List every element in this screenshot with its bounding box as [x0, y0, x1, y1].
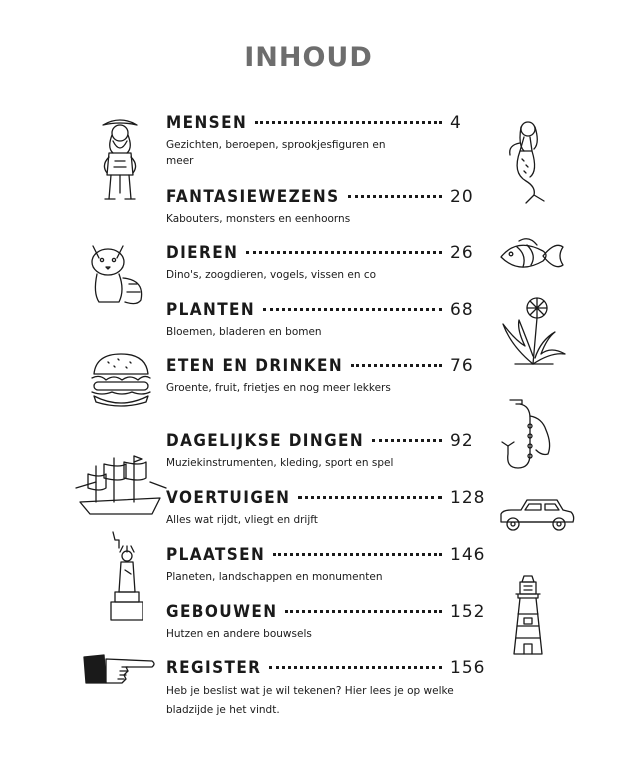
entry-page: 4	[450, 113, 462, 133]
toc-entry-fantasiewezens[interactable]	[166, 187, 484, 227]
page-title: INHOUD	[244, 42, 373, 73]
pirate-icon	[95, 113, 145, 208]
entry-description: Groente, fruit, frietjes en nog meer lekkers	[166, 382, 391, 394]
entry-description: Dino's, zoogdieren, vogels, vissen en co	[166, 269, 377, 281]
entry-page: 92	[450, 431, 474, 451]
lighthouse-icon	[504, 574, 552, 658]
entry-description: Gezichten, beroepen, sprookjesfiguren en meer	[166, 139, 386, 167]
entry-description: Hutzen en andere bouwsels	[166, 628, 312, 640]
entry-description: Bloemen, bladeren en bomen	[166, 326, 322, 338]
entry-title: REGISTER	[166, 658, 262, 678]
dot-leader	[269, 666, 442, 669]
entry-page: 68	[450, 300, 474, 320]
entry-page: 128	[450, 488, 486, 508]
entry-title: GEBOUWEN	[166, 602, 278, 622]
dot-leader	[285, 610, 442, 613]
toc-entry-voertuigen[interactable]	[166, 488, 484, 528]
toc-entry-eten-en-drinken[interactable]	[166, 356, 484, 396]
dot-leader	[348, 195, 442, 198]
entry-title: DIEREN	[166, 243, 239, 263]
entry-description: Heb je beslist wat je wil tekenen? Hier lees je op welke bladzijde je het vindt.	[166, 685, 454, 716]
dot-leader	[351, 364, 442, 367]
red-panda-icon	[85, 238, 153, 308]
pointing-hand-icon	[82, 651, 156, 685]
entry-title: DAGELIJKSE DINGEN	[166, 431, 365, 451]
toc-entry-dieren[interactable]	[166, 243, 484, 283]
toc-entry-gebouwen[interactable]	[166, 602, 484, 642]
statue-of-liberty-icon	[103, 530, 143, 622]
dot-leader	[273, 553, 442, 556]
entry-description: Kabouters, monsters en eenhoorns	[166, 213, 351, 225]
entry-description: Muziekinstrumenten, kleding, sport en spel	[166, 457, 394, 469]
dot-leader	[246, 251, 442, 254]
burger-icon	[88, 350, 154, 410]
entry-description: Alles wat rijdt, vliegt en drijft	[166, 514, 318, 526]
entry-page: 26	[450, 243, 474, 263]
entry-title: VOERTUIGEN	[166, 488, 291, 508]
toc-entry-mensen[interactable]	[166, 113, 484, 169]
dandelion-icon	[495, 296, 569, 368]
entry-title: MENSEN	[166, 113, 248, 133]
toc-entry-planten[interactable]	[166, 300, 484, 340]
entry-page: 76	[450, 356, 474, 376]
entry-page: 20	[450, 187, 474, 207]
vintage-car-icon	[497, 494, 577, 534]
toc-entry-dagelijkse-dingen[interactable]	[166, 431, 484, 471]
entry-title: FANTASIEWEZENS	[166, 187, 340, 207]
entry-title: ETEN EN DRINKEN	[166, 356, 344, 376]
dot-leader	[298, 496, 442, 499]
mermaid-icon	[502, 115, 554, 205]
dot-leader	[263, 308, 442, 311]
dot-leader	[372, 439, 442, 442]
entry-page: 146	[450, 545, 486, 565]
toc-entry-register[interactable]	[166, 658, 484, 720]
saxophone-icon	[496, 396, 558, 472]
dot-leader	[255, 121, 442, 124]
sailing-ship-icon	[74, 452, 168, 518]
entry-page: 156	[450, 658, 486, 678]
entry-title: PLAATSEN	[166, 545, 266, 565]
entry-page: 152	[450, 602, 486, 622]
entry-description: Planeten, landschappen en monumenten	[166, 571, 383, 583]
tropical-fish-icon	[497, 235, 567, 277]
toc-entry-plaatsen[interactable]	[166, 545, 484, 585]
entry-title: PLANTEN	[166, 300, 256, 320]
